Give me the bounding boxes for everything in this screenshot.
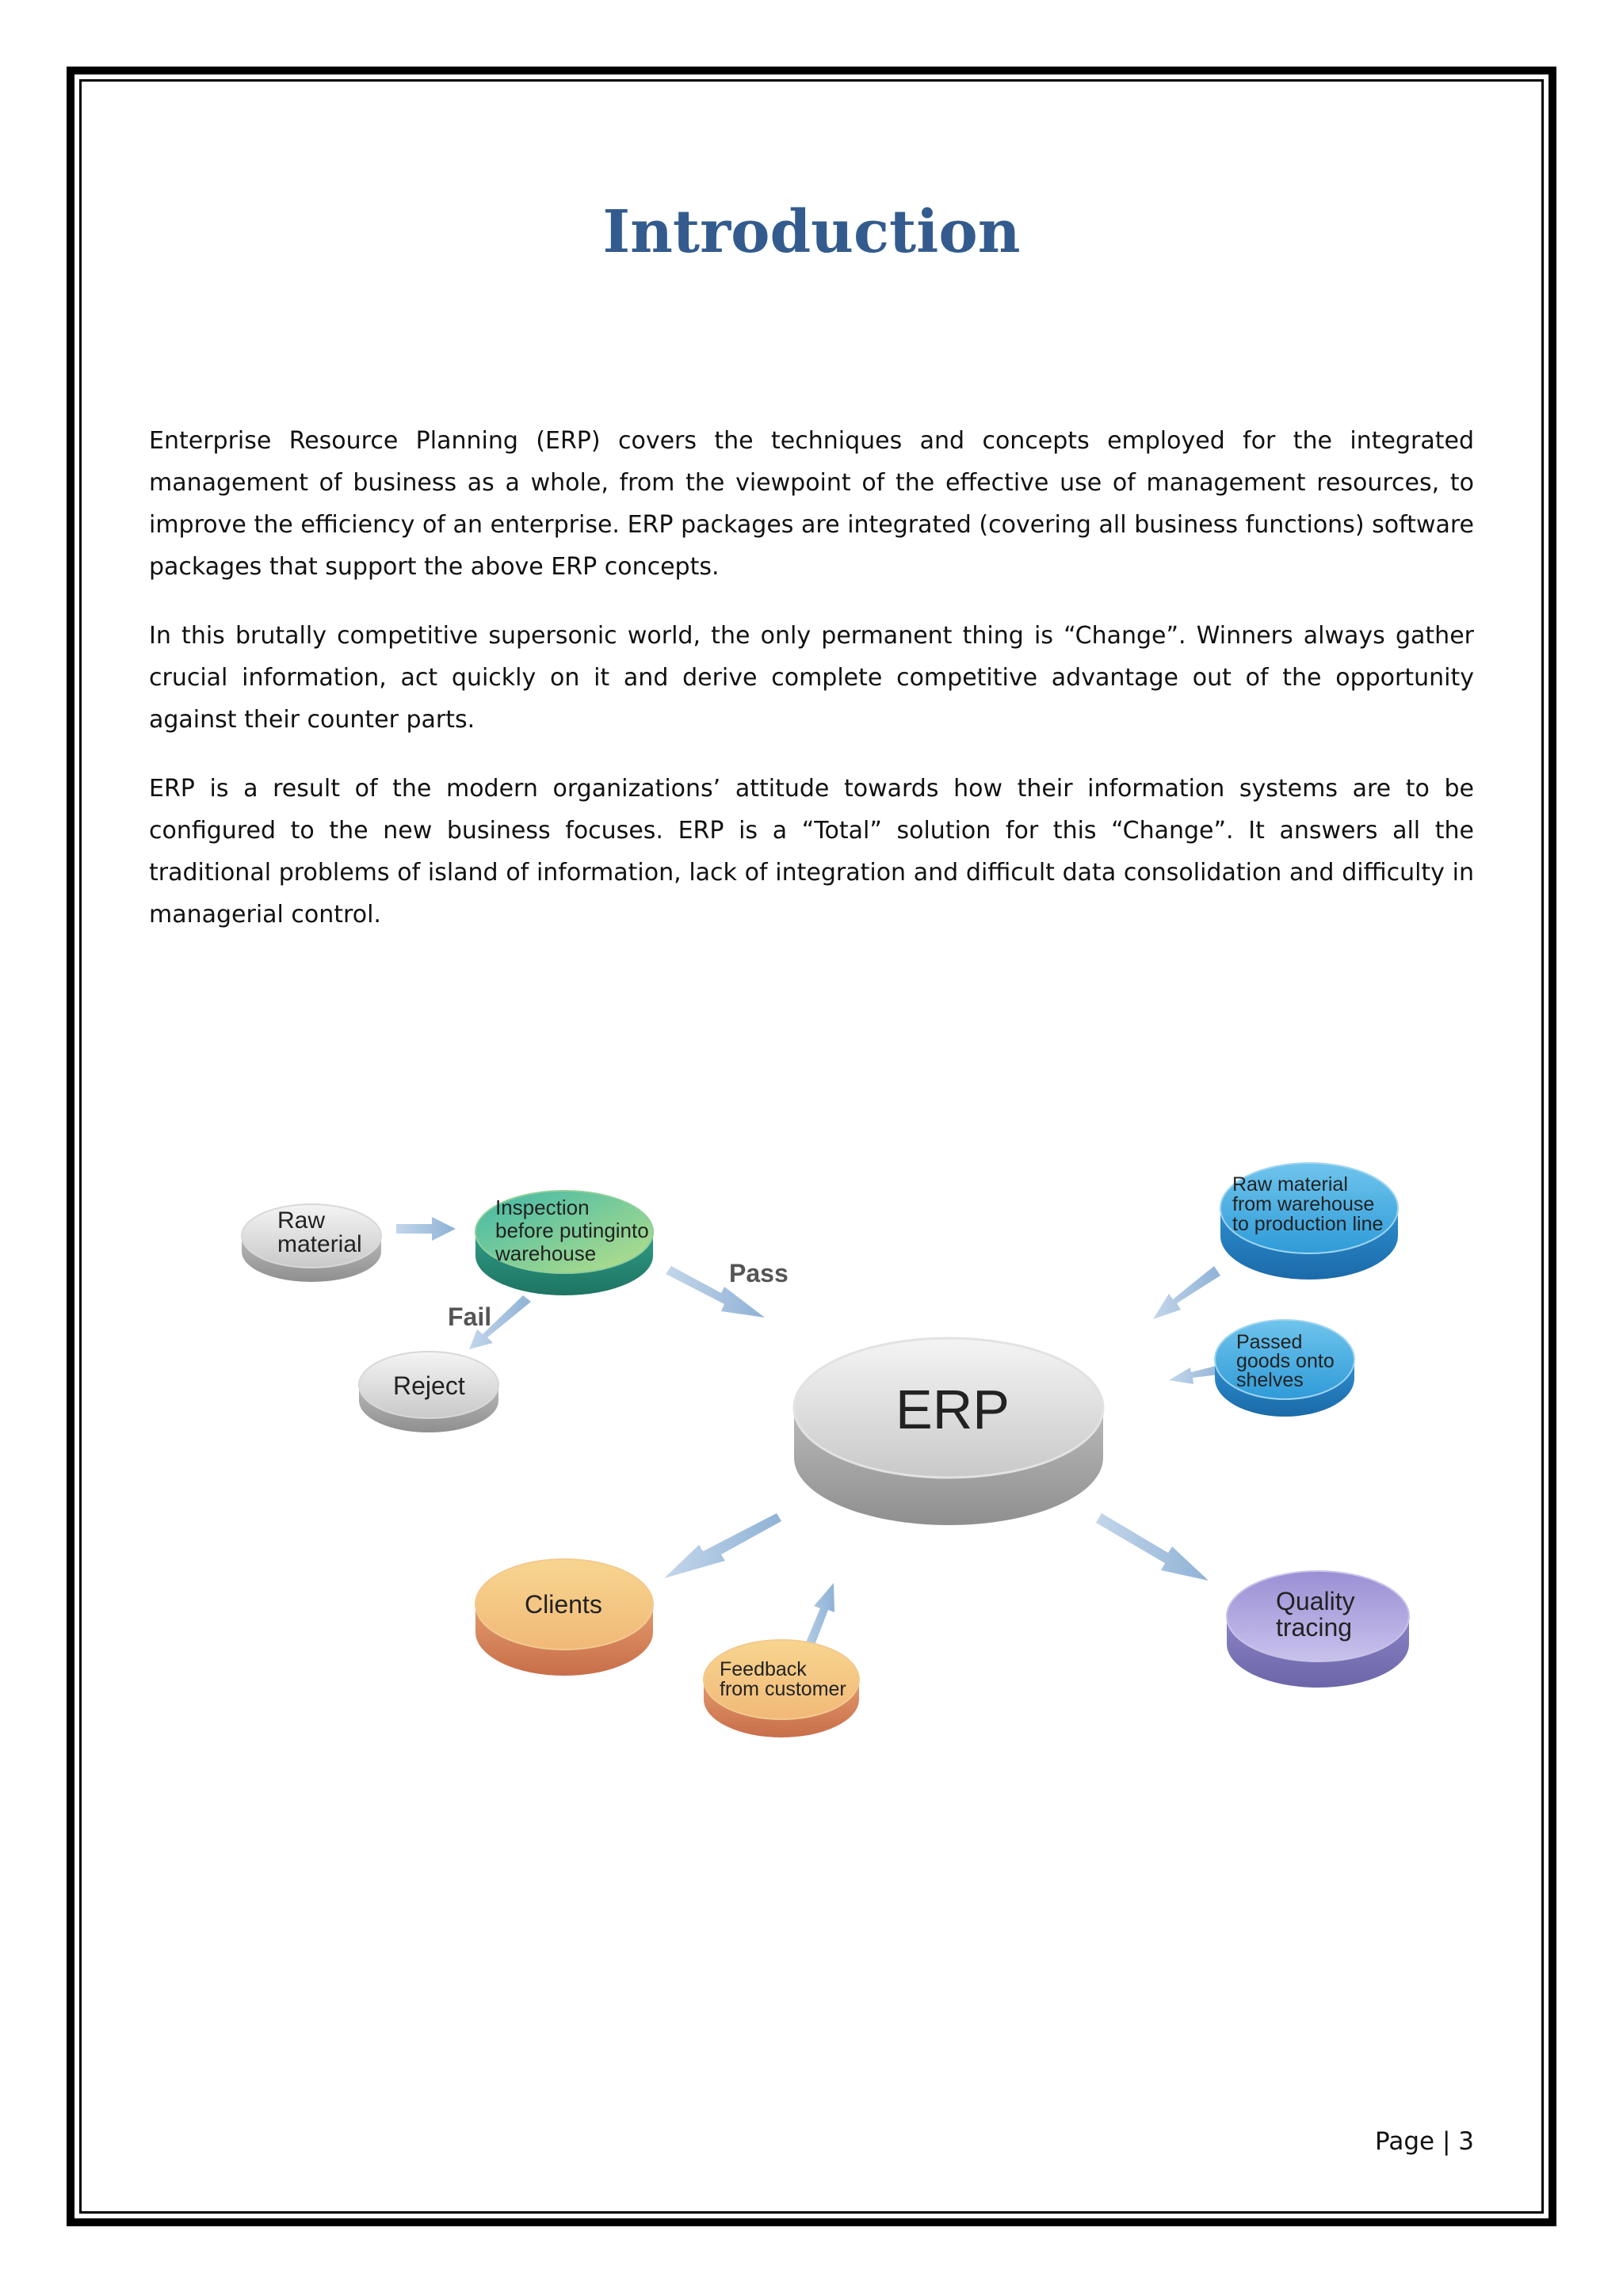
- arrow-rawline-to-erp: [1153, 1266, 1220, 1319]
- node-erp: [794, 1338, 1103, 1525]
- reject-label: Reject: [393, 1371, 465, 1400]
- page-number: 3: [1458, 2127, 1474, 2156]
- passed-goods-1: Passed: [1236, 1331, 1303, 1353]
- erp-diagram: [214, 1125, 1450, 1806]
- paragraph-2: In this brutally competitive supersonic world, the only permanent thing is “Change”. Winners always gather crucial information, act quickly on it and derive complete competitive advantage out of the opportunity against their counter parts.: [149, 622, 1474, 734]
- body-text: [149, 420, 1474, 963]
- node-raw-to-line: [1220, 1163, 1398, 1280]
- paragraph-3: ERP is a result of the modern organizations’ attitude towards how their information systems are to be configured to the new business focuses. ERP is a “Total” solution for this “Change”. It answers all the traditional problems of island of information, lack of integration and difficult data consolidation and difficulty in managerial control.: [149, 775, 1474, 929]
- arrow-erp-to-clients: [664, 1513, 781, 1578]
- fail-label: Fail: [448, 1302, 492, 1331]
- raw-to-line-3: to production line: [1232, 1213, 1384, 1235]
- inspection-line-3: warehouse: [495, 1241, 597, 1265]
- clients-label: Clients: [525, 1590, 602, 1619]
- raw-to-line-1: Raw material: [1232, 1173, 1348, 1196]
- passed-goods-3: shelves: [1236, 1369, 1304, 1391]
- node-quality: [1227, 1571, 1409, 1688]
- feedback-line-2: from customer: [720, 1678, 846, 1700]
- paragraph-1: Enterprise Resource Planning (ERP) covers the techniques and concepts employed for the integrated management of business as a whole, from the viewpoint of the effective use of management resources, to improve the efficiency of an enterprise. ERP packages are integrated (covering all business functions) software packages that support the above ERP concepts.: [149, 427, 1474, 581]
- node-raw-material: [242, 1204, 381, 1282]
- node-passed-goods: [1215, 1320, 1354, 1417]
- arrow-raw-to-inspection: [396, 1217, 456, 1241]
- quality-line-1: Quality: [1276, 1587, 1355, 1615]
- page-footer: [1375, 2127, 1474, 2156]
- raw-material-line-1: Raw: [277, 1207, 326, 1234]
- arrow-erp-to-quality: [1096, 1513, 1209, 1581]
- node-clients: [475, 1559, 653, 1676]
- page-title: Introduction: [602, 198, 1021, 266]
- page-label: Page: [1375, 2127, 1435, 2156]
- inspection-line-1: Inspection: [495, 1196, 590, 1219]
- erp-label: ERP: [896, 1379, 1010, 1440]
- node-reject: [359, 1352, 498, 1432]
- pass-label: Pass: [729, 1259, 789, 1287]
- feedback-line-1: Feedback: [720, 1658, 807, 1680]
- raw-material-line-2: material: [277, 1231, 362, 1257]
- passed-goods-2: goods onto: [1236, 1350, 1335, 1372]
- quality-line-2: tracing: [1276, 1613, 1353, 1642]
- inspection-line-2: before putinginto: [495, 1219, 649, 1242]
- node-feedback: [704, 1640, 859, 1737]
- page-separator: |: [1442, 2127, 1459, 2156]
- node-inspection: [475, 1191, 653, 1295]
- raw-to-line-2: from warehouse: [1232, 1193, 1375, 1215]
